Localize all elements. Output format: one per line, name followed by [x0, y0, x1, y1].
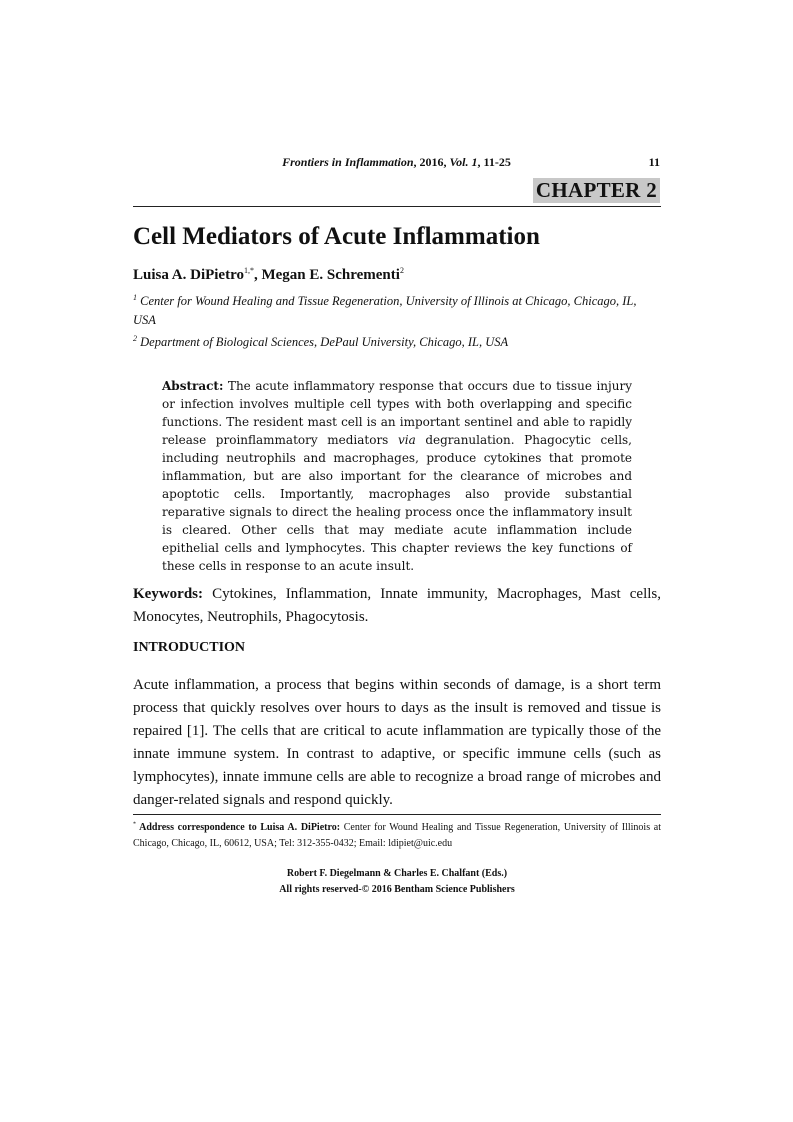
- footnote-marker: *: [133, 821, 136, 828]
- author-name: Megan E. Schrementi: [261, 267, 400, 283]
- affiliation: [133, 292, 661, 330]
- footnote-label: Address correspondence to Luisa A. DiPietro:: [136, 822, 341, 833]
- abstract-label: Abstract:: [162, 379, 224, 393]
- abstract: [162, 377, 632, 575]
- correspondence-footnote: [133, 820, 661, 852]
- footnote-divider: [133, 814, 661, 815]
- footnote-text: Center for Wound Healing and Tissue Regeneration, University of Illinois at Chicago, Chicago, IL, 60612, USA; Tel: 312-355-0432; Email: ldipiet@uic.edu: [133, 822, 661, 849]
- author-affiliation-marker: 1,*: [243, 266, 254, 275]
- journal-year: , 2016,: [413, 155, 450, 169]
- running-head: [133, 155, 660, 173]
- header-divider: [133, 206, 661, 207]
- page-number: 11: [648, 155, 660, 169]
- author-name: Luisa A. DiPietro: [133, 267, 244, 283]
- author-affiliation-marker: 2: [399, 266, 404, 275]
- abstract-italic-word: via: [397, 433, 416, 447]
- affiliation-text: Department of Biological Sciences, DePaul University, Chicago, IL, USA: [140, 335, 509, 349]
- abstract-text: The acute inflammatory response that occurs due to tissue injury or infection involves multiple cell types with both overlapping and specific functions. The resident mast cell is an important sentinel and able to rapidly release proinflammatory mediators: [162, 379, 632, 447]
- chapter-label: CHAPTER 2: [533, 178, 660, 203]
- author-separator: ,: [253, 267, 262, 283]
- keywords-text: Cytokines, Inflammation, Innate immunity, Macrophages, Mast cells, Monocytes, Neutrophils, Phagocytosis.: [133, 586, 661, 625]
- journal-citation: [133, 155, 660, 170]
- journal-volume: Vol. 1: [449, 155, 478, 169]
- abstract-text: degranulation. Phagocytic cells, including neutrophils and macrophages, produce cytokines that promote inflammation, but are also important for the clearance of microbes and apoptotic cells. Importantly, macrophages also provide substantial reparative signals to direct the healing process once the inflammatory insult is cleared. Other cells that may mediate acute inflammation include epithelial cells and lymphocytes. This chapter reviews the key functions of these cells in response to an acute insult.: [162, 433, 633, 573]
- editors-line: Robert F. Diegelmann & Charles E. Chalfant (Eds.): [286, 868, 508, 879]
- section-heading: INTRODUCTION: [133, 640, 246, 655]
- affiliation-text: Center for Wound Healing and Tissue Regeneration, University of Illinois at Chicago, Chicago, IL, USA: [133, 294, 637, 327]
- affiliation-number: 1: [133, 292, 137, 302]
- introduction-paragraph: Acute inflammation, a process that begins within seconds of damage, is a short term process that quickly resolves over hours to days as the insult is removed and tissue is repaired [1]. The cells that are critical to acute inflammation are typically those of the innate immune system. In contrast to adaptive, or specific immune cells (such as lymphocytes), innate immune cells are able to recognize a broad range of microbes and danger-related signals and respond quickly.: [133, 677, 661, 808]
- rights-line: All rights reserved-© 2016 Bentham Science Publishers: [279, 884, 515, 895]
- journal-pages: , 11-25: [477, 155, 511, 169]
- keywords: [133, 583, 661, 629]
- keywords-label: Keywords:: [133, 586, 203, 602]
- affiliation: [133, 333, 661, 352]
- publisher-footer: [133, 866, 661, 898]
- page-title: Cell Mediators of Acute Inflammation: [133, 223, 540, 250]
- author-list: [133, 267, 404, 284]
- journal-title: Frontiers in Inflammation: [282, 155, 414, 169]
- affiliation-number: 2: [133, 333, 137, 343]
